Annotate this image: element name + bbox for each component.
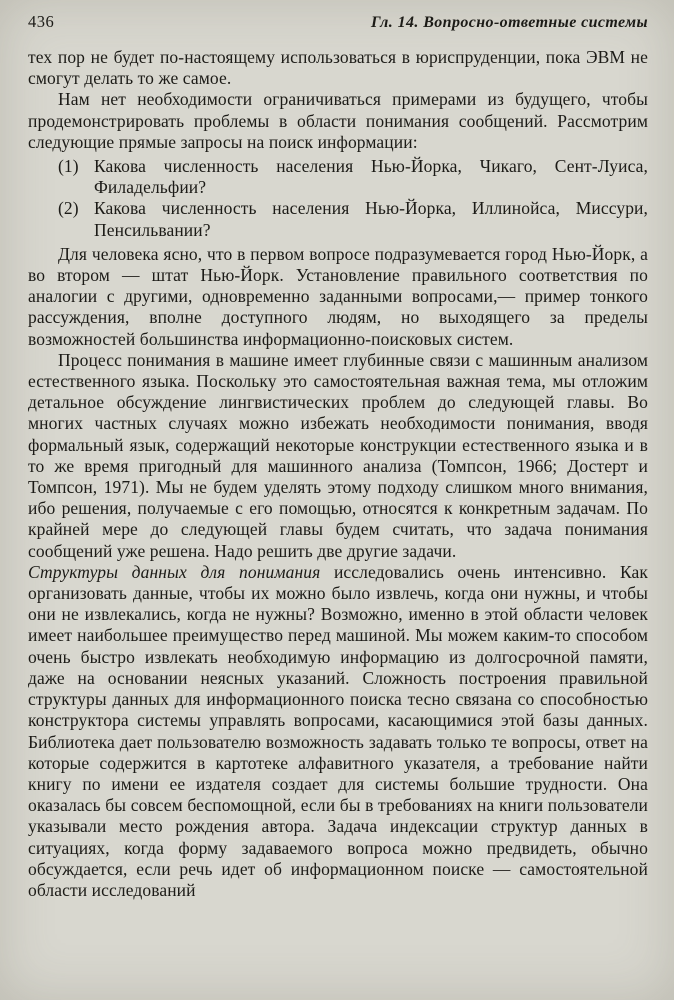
paragraph-lead-italic: Структуры данных для понимания <box>28 561 321 582</box>
chapter-title: Гл. 14. Вопросно-ответные системы <box>370 14 648 31</box>
query-text: Какова численность населения Нью-Йорка, Иллинойса, Миссури, Пенсильвании? <box>94 198 648 240</box>
query-marker: (2) <box>58 198 79 219</box>
paragraph-machine-understanding: Процесс понимания в машине имеет глубинные связи с машинным анализом естественного языка. Поскольку это самостоятельная важная тема, мы отложим детальное обсуждение лингвистических проблем до следующей главы. Во многих частных случаях можно избежать необходимости понимания, вводя формальный язык, содержащий некоторые конструкции естественного языка и в то же время пригодный для машинного анализа (Томпсон, 1966; Достерт и Томпсон, 1971). Мы не будем уделять этому подходу слишком много внимания, ибо решения, получаемые с его помощью, относятся к конкретным задачам. По крайней мере до следующей главы будем считать, что задача понимания сообщений уже решена. Надо решить две другие задачи. <box>28 349 648 561</box>
page-body <box>28 47 648 901</box>
page-number: 436 <box>28 12 55 31</box>
page-header <box>28 12 648 32</box>
paragraph-body-text: исследовались очень интенсивно. Как организовать данные, чтобы их можно было извлечь, когда они нужны, и чтобы они не извлекались, когда не нужны? Возможно, именно в этой области человек имеет наибольшее преимущество перед машиной. Мы можем каким-то способом очень быстро извлекать необходимую информацию из долгосрочной памяти, даже на основании неясных указаний. Сложность построения правильной структуры данных для информационного поиска тесно связана со способностью конструктора системы управлять вопросами, касающимися этой базы данных. Библиотека дает пользователю возможность задавать только те вопросы, ответ на которые содержится в картотеке алфавитного указателя, а требование найти книгу по имени ее издателя создает для системы большие трудности. Она оказалась бы совсем беспомощной, если бы в требованиях на книги пользователи указывали место рождения автора. Задача индексации структур данных в ситуациях, когда форму задаваемого вопроса можно предвидеть, обычно обсуждается, если речь идет об информационном поиске — самостоятельной области исследований <box>28 561 648 900</box>
paragraph-intro: Нам нет необходимости ограничиваться примерами из будущего, чтобы продемонстрировать проблемы в области понимания сообщений. Рассмотрим следующие прямые запросы на поиск информации: <box>28 89 648 152</box>
query-text: Какова численность населения Нью-Йорка, Чикаго, Сент-Луиса, Филадельфии? <box>94 156 648 198</box>
paragraph-data-structures <box>28 562 648 901</box>
paragraph-continuation: тех пор не будет по-настоящему использоваться в юриспруденции, пока ЭВМ не смогут делать то же самое. <box>28 47 648 89</box>
query-item <box>28 198 648 240</box>
paragraph-analogy: Для человека ясно, что в первом вопросе подразумевается город Нью-Йорк, а во втором — штат Нью-Йорк. Установление правильного соответствия по аналогии с другими, одновременно заданными вопросами,— пример тонкого рассуждения, вполне доступного людям, но выходящего за пределы возможностей большинства информационно-поисковых систем. <box>28 243 648 349</box>
query-item <box>28 156 648 198</box>
query-list <box>28 156 648 241</box>
query-marker: (1) <box>58 156 79 177</box>
